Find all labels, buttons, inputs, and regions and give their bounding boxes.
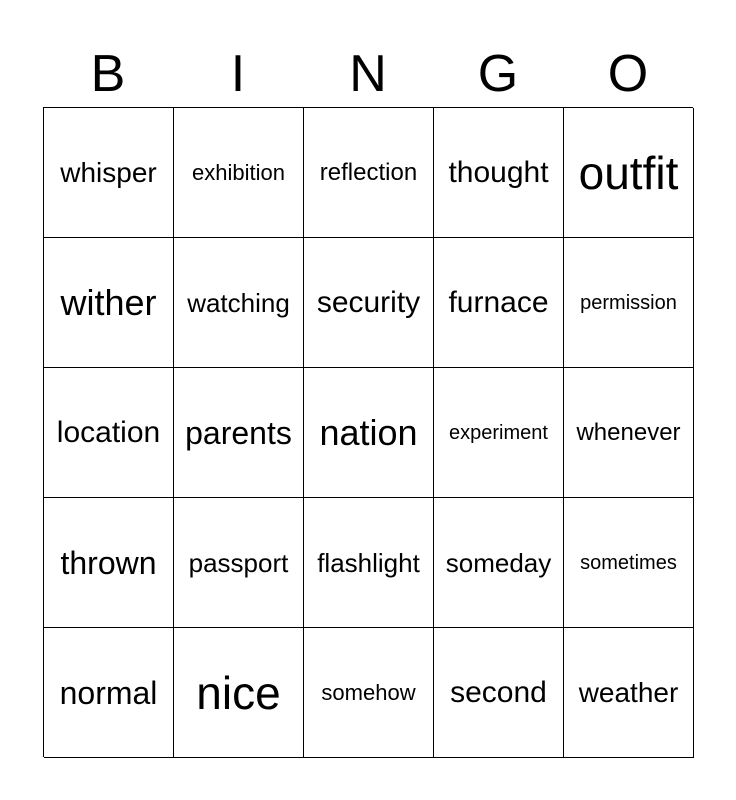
bingo-cell: location: [44, 368, 174, 498]
bingo-cell: thrown: [44, 498, 174, 628]
bingo-cell: second: [434, 628, 564, 758]
bingo-cell: parents: [174, 368, 304, 498]
bingo-cell: passport: [174, 498, 304, 628]
header-letter-n: N: [349, 45, 387, 103]
bingo-cell: flashlight: [304, 498, 434, 628]
bingo-cell: nice: [174, 628, 304, 758]
bingo-cell: reflection: [304, 108, 434, 238]
bingo-cell: normal: [44, 628, 174, 758]
header-letter-o: O: [607, 45, 649, 103]
bingo-cell: watching: [174, 238, 304, 368]
bingo-cell: sometimes: [564, 498, 694, 628]
bingo-cell: security: [304, 238, 434, 368]
bingo-cell: whisper: [44, 108, 174, 238]
bingo-cell: permission: [564, 238, 694, 368]
bingo-cell: whenever: [564, 368, 694, 498]
header-letter-b: B: [90, 45, 126, 103]
header-letter-i: I: [230, 45, 246, 103]
bingo-cell: exhibition: [174, 108, 304, 238]
header-letter-g: G: [477, 45, 519, 103]
bingo-cell: somehow: [304, 628, 434, 758]
bingo-cell: someday: [434, 498, 564, 628]
bingo-header: [43, 40, 693, 108]
bingo-cell: thought: [434, 108, 564, 238]
bingo-cell: outfit: [564, 108, 694, 238]
bingo-cell: weather: [564, 628, 694, 758]
bingo-cell: furnace: [434, 238, 564, 368]
bingo-cell: experiment: [434, 368, 564, 498]
bingo-cell: nation: [304, 368, 434, 498]
bingo-cell: wither: [44, 238, 174, 368]
bingo-board: [43, 107, 693, 757]
